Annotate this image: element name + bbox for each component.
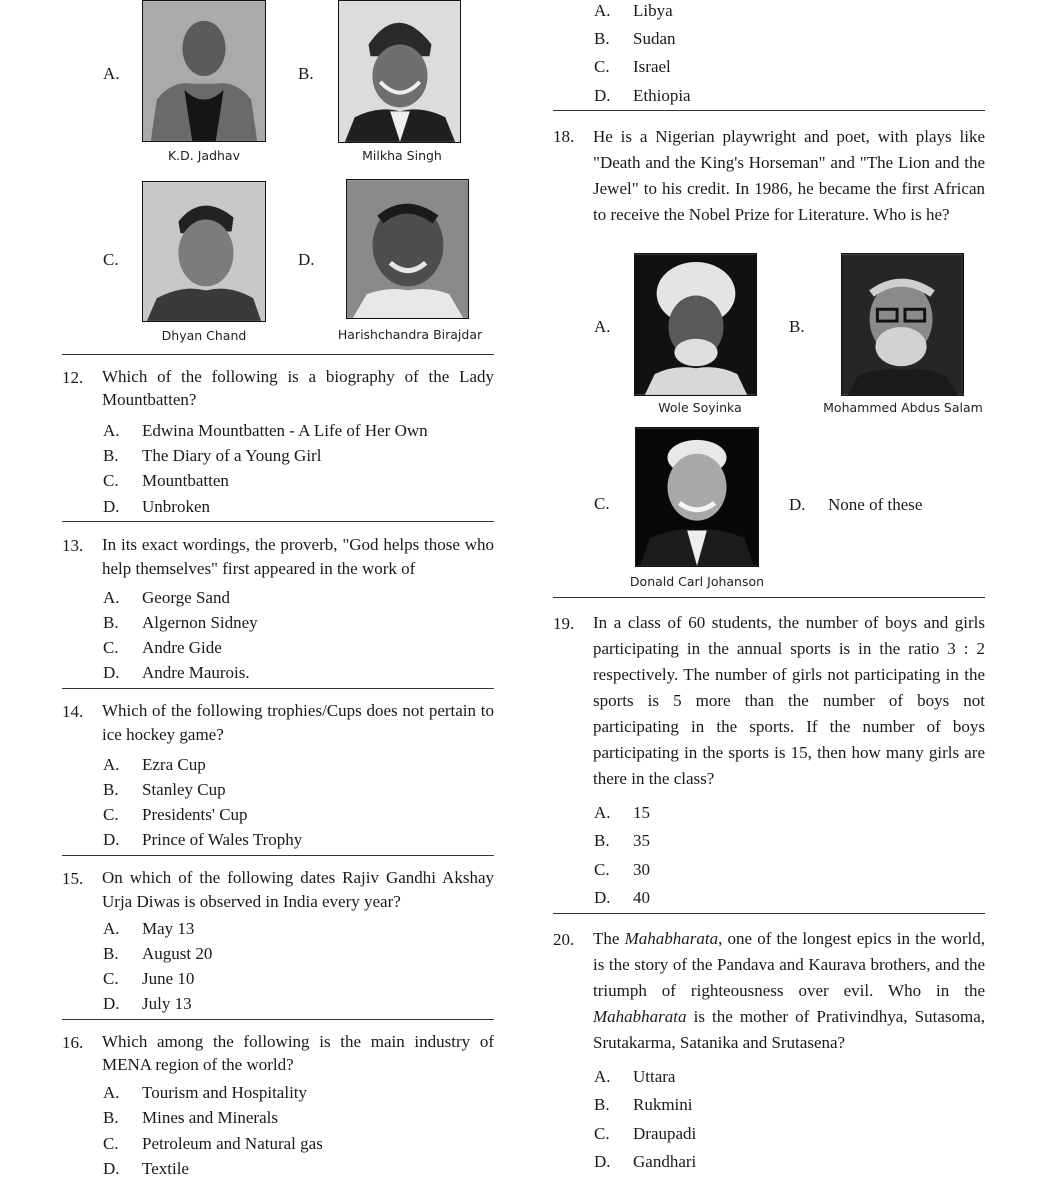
q18-number: 18. xyxy=(553,127,575,146)
q12-option-b[interactable]: The Diary of a Young Girl xyxy=(142,446,322,465)
q11-option-c-letter: C. xyxy=(103,250,119,269)
q13-option-b[interactable]: Algernon Sidney xyxy=(142,613,258,632)
q19-option-c-letter: C. xyxy=(594,860,610,879)
q20-text-before: The xyxy=(593,929,625,948)
q17-option-c-letter: C. xyxy=(594,57,610,76)
q13-option-c-letter: C. xyxy=(103,638,119,657)
q12-number: 12. xyxy=(62,368,84,387)
q20-number: 20. xyxy=(553,930,575,949)
q14-option-c-letter: C. xyxy=(103,805,119,824)
q14-option-d[interactable]: Prince of Wales Trophy xyxy=(142,830,303,849)
divider xyxy=(62,688,494,689)
kd-jadhav-photo xyxy=(142,0,266,142)
q16-option-d[interactable]: Textile xyxy=(142,1159,189,1178)
q14-option-c[interactable]: Presidents' Cup xyxy=(142,805,248,824)
q19-option-b-letter: B. xyxy=(594,831,610,850)
q19-option-a[interactable]: 15 xyxy=(633,803,650,822)
q19-option-b[interactable]: 35 xyxy=(633,831,650,850)
divider xyxy=(553,110,985,111)
q13-option-c[interactable]: Andre Gide xyxy=(142,638,222,657)
harishchandra-birajdar-photo xyxy=(346,179,469,319)
q12-option-d-letter: D. xyxy=(103,497,120,516)
q15-number: 15. xyxy=(62,869,84,888)
q14-option-d-letter: D. xyxy=(103,830,120,849)
q20-text-mid: , one of the longest epics in the world, is the story of the Pandava and Kaurava brothers, and the triumph of righteousness over evil. Who in the xyxy=(593,929,985,1000)
q12-option-a-letter: A. xyxy=(103,421,120,440)
q13-number: 13. xyxy=(62,536,84,555)
q13-text: In its exact wordings, the proverb, "God helps those who help themselves" first appeared in the work of xyxy=(102,535,494,578)
q16-option-a-letter: A. xyxy=(103,1083,120,1102)
q16-option-b-letter: B. xyxy=(103,1108,119,1127)
q18-option-b-letter: B. xyxy=(789,317,805,336)
q12-option-a[interactable]: Edwina Mountbatten - A Life of Her Own xyxy=(142,421,428,440)
q11-option-d-letter: D. xyxy=(298,250,315,269)
divider xyxy=(62,521,494,522)
q19-option-d-letter: D. xyxy=(594,888,611,907)
q16-option-d-letter: D. xyxy=(103,1159,120,1178)
q18-option-c-letter: C. xyxy=(594,494,610,513)
q15-text: On which of the following dates Rajiv Gandhi Akshay Urja Diwas is observed in India every year? xyxy=(102,868,494,911)
q15-option-a[interactable]: May 13 xyxy=(142,919,195,938)
q11-option-b-letter: B. xyxy=(298,64,314,83)
q17-option-b[interactable]: Sudan xyxy=(633,29,676,48)
q17-option-c[interactable]: Israel xyxy=(633,57,671,76)
q12-option-c-letter: C. xyxy=(103,471,119,490)
q20-option-d-letter: D. xyxy=(594,1152,611,1171)
q18-option-b-caption: Mohammed Abdus Salam xyxy=(823,400,983,415)
q18-option-d-letter: D. xyxy=(789,495,806,514)
q16-option-c[interactable]: Petroleum and Natural gas xyxy=(142,1134,323,1153)
q14-number: 14. xyxy=(62,702,84,721)
q13-option-a[interactable]: George Sand xyxy=(142,588,230,607)
q16-number: 16. xyxy=(62,1033,84,1052)
dhyan-chand-photo xyxy=(142,181,266,322)
q19-option-a-letter: A. xyxy=(594,803,611,822)
q20-option-a-letter: A. xyxy=(594,1067,611,1086)
wole-soyinka-photo xyxy=(634,253,757,396)
q15-option-b-letter: B. xyxy=(103,944,119,963)
q20-option-b[interactable]: Rukmini xyxy=(633,1095,693,1114)
q14-option-a-letter: A. xyxy=(103,755,120,774)
q15-option-d-letter: D. xyxy=(103,994,120,1013)
q20-option-c[interactable]: Draupadi xyxy=(633,1124,697,1143)
q11-option-d-caption: Harishchandra Birajdar xyxy=(337,327,483,342)
q18-text: He is a Nigerian playwright and poet, with plays like "Death and the King's Horseman" and "The Lion and the Jewel" to his credit. In 1986, he became the first African to receive the Nobel Prize for Literature. Who is he? xyxy=(593,127,985,224)
q12-option-d[interactable]: Unbroken xyxy=(142,497,210,516)
q14-text: Which of the following trophies/Cups does not pertain to ice hockey game? xyxy=(102,701,494,744)
q16-option-a[interactable]: Tourism and Hospitality xyxy=(142,1083,308,1102)
q14-option-a[interactable]: Ezra Cup xyxy=(142,755,206,774)
donald-carl-johanson-photo xyxy=(635,427,759,567)
q12-option-c[interactable]: Mountbatten xyxy=(142,471,229,490)
q15-option-b[interactable]: August 20 xyxy=(142,944,213,963)
divider xyxy=(553,597,985,598)
q18-option-c-caption: Donald Carl Johanson xyxy=(629,574,765,589)
q19-text: In a class of 60 students, the number of boys and girls participating in the annual sports is in the ratio 3 : 2 respectively. The number of girls not participating in the sports is 5 more than the number of boys not participating in the sports. If the number of boys participating in the sports is 15, then how many girls are there in the class? xyxy=(593,613,985,788)
q17-option-a-letter: A. xyxy=(594,1,611,20)
q19-option-c[interactable]: 30 xyxy=(633,860,650,879)
q15-option-d[interactable]: July 13 xyxy=(142,994,192,1013)
divider xyxy=(62,1019,494,1020)
q20-option-a[interactable]: Uttara xyxy=(633,1067,676,1086)
q13-option-a-letter: A. xyxy=(103,588,120,607)
q13-option-d[interactable]: Andre Maurois. xyxy=(142,663,250,682)
q20-option-d[interactable]: Gandhari xyxy=(633,1152,697,1171)
q20-option-c-letter: C. xyxy=(594,1124,610,1143)
q11-option-c-caption: Dhyan Chand xyxy=(161,328,247,343)
q12-option-b-letter: B. xyxy=(103,446,119,465)
q18-option-a-caption: Wole Soyinka xyxy=(658,400,742,415)
q15-option-a-letter: A. xyxy=(103,919,120,938)
q18-option-a-letter: A. xyxy=(594,317,611,336)
q20-option-b-letter: B. xyxy=(594,1095,610,1114)
divider xyxy=(62,855,494,856)
q13-option-b-letter: B. xyxy=(103,613,119,632)
q20-title-repeat: Mahabharata xyxy=(593,1007,687,1026)
q16-option-b[interactable]: Mines and Minerals xyxy=(142,1108,278,1127)
q13-option-d-letter: D. xyxy=(103,663,120,682)
q16-option-c-letter: C. xyxy=(103,1134,119,1153)
q17-option-d[interactable]: Ethiopia xyxy=(633,86,691,105)
q20-text xyxy=(593,926,985,1056)
q18-option-d[interactable]: None of these xyxy=(828,495,923,514)
divider xyxy=(62,354,494,355)
q17-option-b-letter: B. xyxy=(594,29,610,48)
q15-option-c[interactable]: June 10 xyxy=(142,969,195,988)
mohammed-abdus-salam-photo xyxy=(841,253,964,396)
q11-option-b-caption: Milkha Singh xyxy=(362,148,442,163)
q15-option-c-letter: C. xyxy=(103,969,119,988)
milkha-singh-photo xyxy=(338,0,461,143)
q14-option-b[interactable]: Stanley Cup xyxy=(142,780,226,799)
q17-option-a[interactable]: Libya xyxy=(633,1,673,20)
q20-title: Mahabharata xyxy=(624,929,719,948)
q11-option-a-letter: A. xyxy=(103,64,120,83)
divider xyxy=(553,913,985,914)
q14-option-b-letter: B. xyxy=(103,780,119,799)
q17-option-d-letter: D. xyxy=(594,86,611,105)
q16-text: Which among the following is the main industry of MENA region of the world? xyxy=(102,1032,494,1074)
q11-option-a-caption: K.D. Jadhav xyxy=(167,148,240,163)
q12-text: Which of the following is a biography of the Lady Mountbatten? xyxy=(102,367,494,409)
q19-number: 19. xyxy=(553,614,575,633)
q19-option-d[interactable]: 40 xyxy=(633,888,650,907)
q20-text-after: is the mother of Prativindhya, Sutasoma, Srutakarma, Satanika and Srutasena? xyxy=(593,1007,985,1052)
